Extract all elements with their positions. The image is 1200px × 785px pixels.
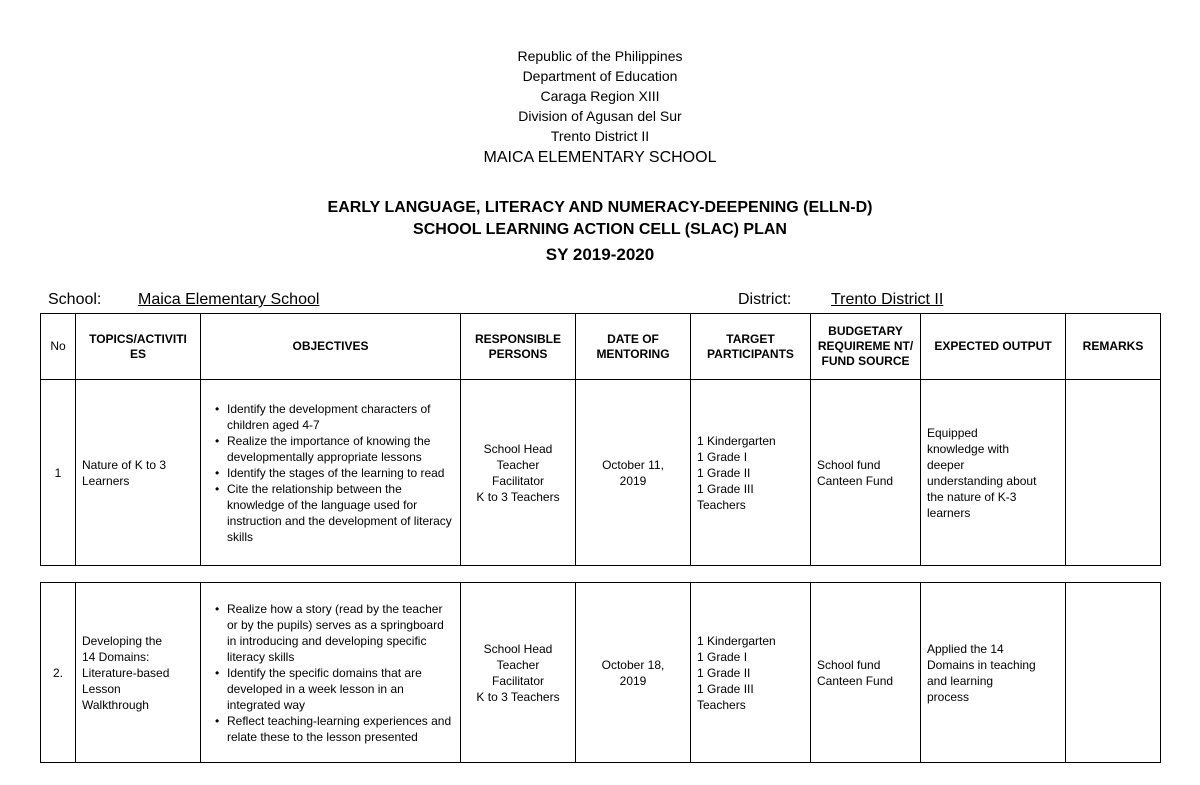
title-school-year: SY 2019-2020 [545, 245, 655, 264]
header-division: Division of Agusan del Sur [518, 108, 682, 124]
row-no: 2. [41, 583, 76, 763]
row-topic: Nature of K to 3 Learners [76, 380, 201, 566]
header-date: DATE OF MENTORING [576, 314, 691, 380]
row-objectives [201, 380, 461, 566]
district-label: District: [738, 291, 792, 308]
header-output: EXPECTED OUTPUT [921, 314, 1066, 380]
row-date: October 18, 2019 [576, 583, 691, 763]
district-value: Trento District II [831, 291, 944, 308]
objective-item: • Realize how a story (read by the teacher or by the pupils) serves as a springboard in introducing and developing specific literacy skills [227, 601, 454, 665]
slac-plan-table-2 [40, 582, 1161, 763]
header-budget: BUDGETARY REQUIREME NT/ FUND SOURCE [811, 314, 921, 380]
objective-item: • Identify the stages of the learning to read [227, 465, 454, 481]
header-target: TARGET PARTICIPANTS [691, 314, 811, 380]
header-topics: TOPICS/ACTIVITI ES [76, 314, 201, 380]
row-responsible: School Head Teacher Facilitator K to 3 Teachers [461, 380, 576, 566]
table-row [41, 583, 1161, 763]
objective-item: • Realize the importance of knowing the developmentally appropriate lessons [227, 433, 454, 465]
row-responsible: School Head Teacher Facilitator K to 3 Teachers [461, 583, 576, 763]
row-output: Applied the 14 Domains in teaching and learning process [921, 583, 1066, 763]
objective-item: • Cite the relationship between the knowledge of the language used for instruction and the development of literacy skills [227, 481, 454, 545]
row-no: 1 [41, 380, 76, 566]
table-row [41, 380, 1161, 566]
row-target: 1 Kindergarten 1 Grade I 1 Grade II 1 Grade III Teachers [691, 583, 811, 763]
header-region: Caraga Region XIII [540, 88, 660, 104]
table-header-row [41, 314, 1161, 380]
header-district: Trento District II [550, 128, 650, 144]
row-remarks [1066, 380, 1161, 566]
row-output: Equipped knowledge with deeper understanding about the nature of K-3 learners [921, 380, 1066, 566]
title-plan: SCHOOL LEARNING ACTION CELL (SLAC) PLAN [413, 221, 787, 238]
objective-item: • Identify the development characters of children aged 4-7 [227, 401, 454, 433]
row-objectives [201, 583, 461, 763]
row-budget: School fund Canteen Fund [811, 380, 921, 566]
row-target: 1 Kindergarten 1 Grade I 1 Grade II 1 Grade III Teachers [691, 380, 811, 566]
header-remarks: REMARKS [1066, 314, 1161, 380]
row-remarks [1066, 583, 1161, 763]
slac-plan-table-1 [40, 313, 1161, 566]
row-date: October 11, 2019 [576, 380, 691, 566]
objective-item: • Identify the specific domains that are developed in a week lesson in an integrated way [227, 665, 454, 713]
header-no: No [41, 314, 76, 380]
objective-item: • Reflect teaching-learning experiences and relate these to the lesson presented [227, 713, 454, 745]
header-school-name: MAICA ELEMENTARY SCHOOL [483, 149, 717, 166]
row-topic: Developing the 14 Domains: Literature-based Lesson Walkthrough [76, 583, 201, 763]
title-program: EARLY LANGUAGE, LITERACY AND NUMERACY-DEEPENING (ELLN-D) [327, 199, 873, 216]
school-label: School: [48, 291, 102, 308]
school-value: Maica Elementary School [138, 291, 320, 308]
row-budget: School fund Canteen Fund [811, 583, 921, 763]
header-objectives: OBJECTIVES [201, 314, 461, 380]
header-responsible: RESPONSIBLE PERSONS [461, 314, 576, 380]
header-department: Department of Education [522, 68, 678, 84]
header-republic: Republic of the Philippines [517, 48, 683, 64]
